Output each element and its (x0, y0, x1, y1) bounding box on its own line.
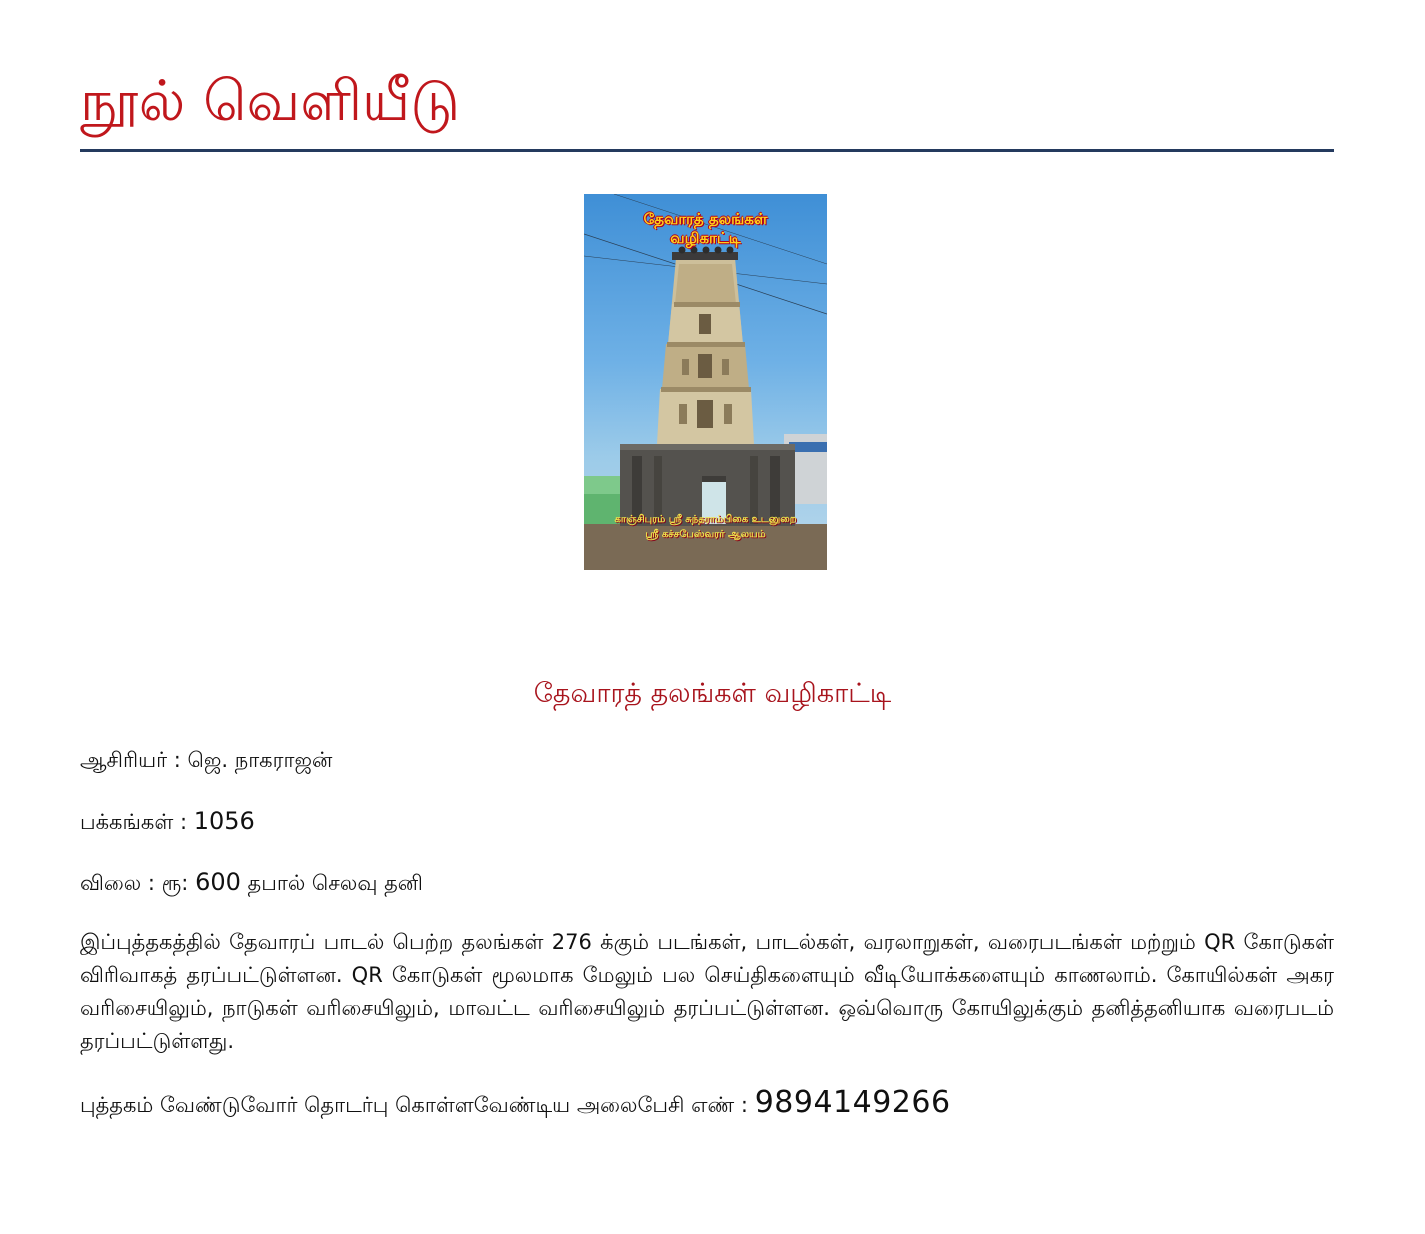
book-description: இப்புத்தகத்தில் தேவாரப் பாடல் பெற்ற தலங்கள் 276 க்கும் படங்கள், பாடல்கள், வரலாறுகள், வரைபடங்கள் மற்றும் QR கோடுகள் விரிவாகத் தரப்பட்டுள்ளன. QR கோடுகள் மூலமாக மேலும் பல செய்திகளையும் வீடியோக்களையும் காணலாம். கோயில்கள் அகர வரிசையிலும், நாடுகள் வரிசையிலும், மாவட்ட வரிசையிலும் தரப்பட்டுள்ளன. ஒவ்வொரு கோயிலுக்கும் தனித்தனியாக வரைபடம் தரப்பட்டுள்ளது. (80, 930, 1334, 1053)
book-title: தேவாரத் தலங்கள் வழிகாட்டி (533, 678, 892, 709)
pages-line (80, 806, 255, 837)
author-line (80, 745, 332, 775)
price-line (80, 867, 423, 898)
cover-title-line: வழிகாட்டி (670, 229, 741, 247)
cover-title-line: தேவாரத் தலங்கள் (643, 210, 768, 228)
author-name: ஜெ. நாகராஜன் (187, 748, 333, 772)
author-label: ஆசிரியர் : (80, 748, 188, 772)
cover-caption (588, 512, 823, 542)
page-header (80, 62, 1334, 142)
cover-caption-line: ஸ்ரீ கச்சபேஸ்வரர் ஆலயம் (645, 529, 766, 540)
contact-line (80, 1085, 951, 1120)
pages-label: பக்கங்கள் : (80, 810, 194, 834)
book-cover-image (584, 194, 827, 570)
price-label: விலை : ரூ: (80, 871, 196, 895)
header-divider (80, 149, 1334, 152)
contact-phone: 9894149266 (754, 1085, 951, 1120)
price-note: தபால் செலவு தனி (240, 871, 423, 895)
contact-label: புத்தகம் வேண்டுவோர் தொடர்பு கொள்ளவேண்டிய அலைபேசி எண் : (80, 1093, 755, 1117)
price-value: 600 (195, 868, 241, 896)
page-heading: நூல் வெளியீடு (80, 69, 461, 134)
cover-title (584, 210, 827, 248)
pages-count: 1056 (193, 807, 255, 835)
cover-caption-line: காஞ்சிபுரம் ஸ்ரீ சுந்தராம்பிகை உடனுறை (614, 514, 797, 525)
